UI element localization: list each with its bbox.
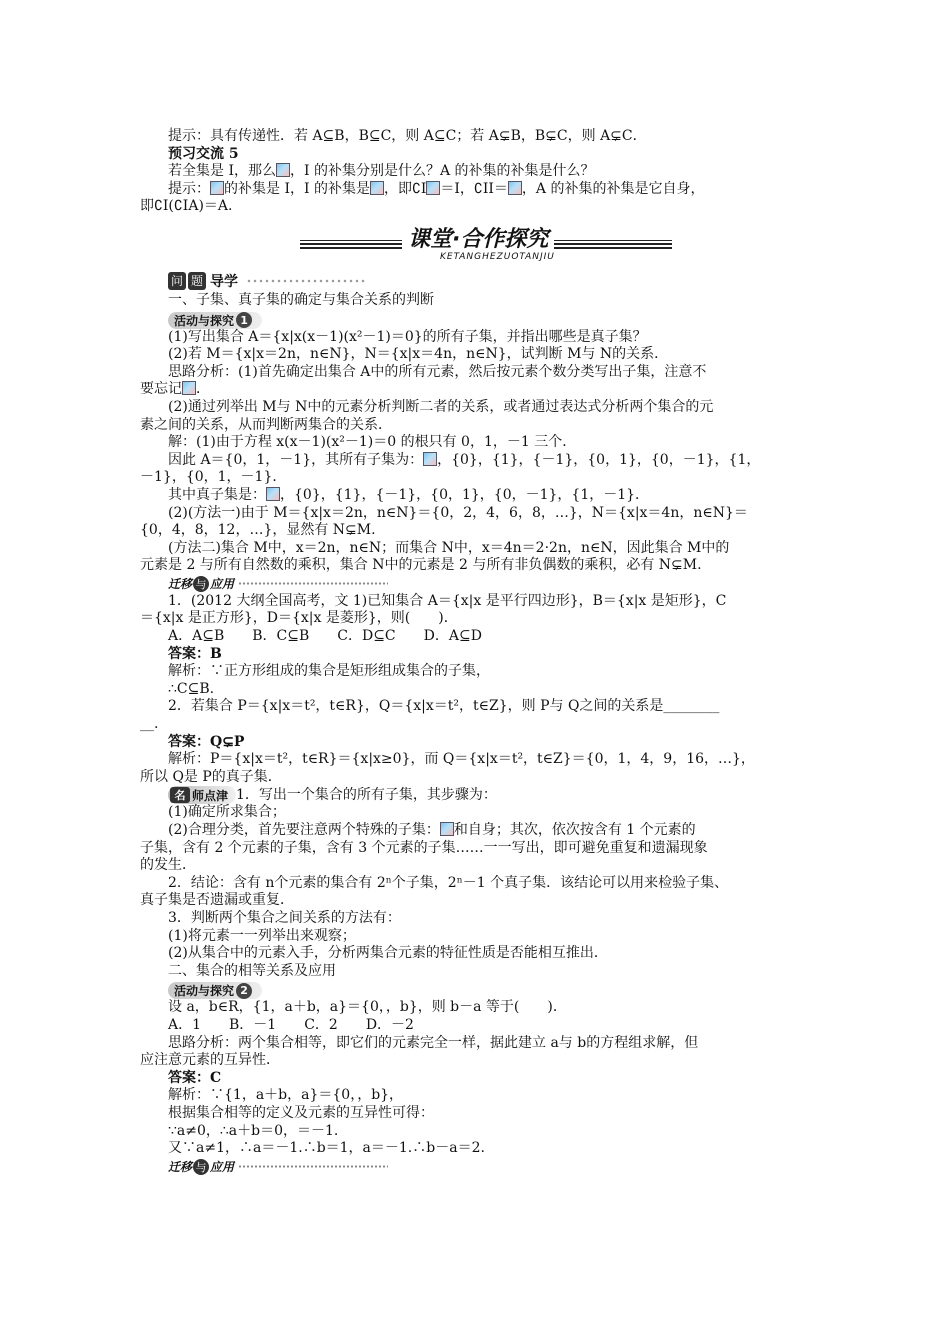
body-line: (2)通过列举出 M与 N中的元素分析判断二者的关系，或者通过表达式分析两个集合的元 bbox=[168, 398, 714, 415]
body-line: －1}，{0，1，－1}． bbox=[140, 469, 287, 486]
section-1-title: 一、子集、真子集的确定与集合关系的判断 bbox=[168, 291, 434, 308]
transfer-apply-tag-1 bbox=[168, 575, 820, 593]
transfer-label-c: 应用 bbox=[210, 1160, 235, 1175]
empty-set-image-icon bbox=[276, 163, 290, 177]
body-line: 其中真子集是： ，{0}，{1}，{－1}，{0，1}，{0，－1}，{1，－1}． bbox=[168, 486, 650, 503]
body-line: 根据集合相等的定义及元素的互异性可得： bbox=[168, 1104, 434, 1121]
answer-line: 答案：C bbox=[168, 1069, 222, 1086]
body-line: ＝{x|x 是正方形}，D＝{x|x 是菱形}，则( )． bbox=[140, 610, 458, 627]
preview-answer-line1: 提示： 的补集是 I，I 的补集是 ，即∁I ＝I，∁II＝ ，A 的补集的补集是它自身， bbox=[168, 180, 705, 197]
empty-set-image-icon bbox=[508, 181, 522, 195]
section-banner bbox=[140, 222, 820, 266]
empty-set-image-icon bbox=[182, 381, 196, 395]
body-line: (2)从集合中的元素入手，分析两集合元素的特征性质是否能相互推出． bbox=[168, 945, 608, 962]
empty-set-image-icon bbox=[210, 181, 224, 195]
mentor-first-line: 1．写出一个集合的所有子集，其步骤为： bbox=[236, 786, 497, 803]
activity-number: 1 bbox=[236, 312, 252, 328]
body-line: 真子集是否遗漏或重复． bbox=[140, 892, 294, 909]
body-line: {0，4，8，12，…}，显然有 N⊊M. bbox=[140, 522, 376, 539]
document-page bbox=[140, 128, 820, 1176]
body-line: (2)若 M＝{x|x＝2n，n∈N}，N＝{x|x＝4n，n∈N}，试判断 M与 N的关系． bbox=[168, 346, 669, 363]
body-line: 2．若集合 P＝{x|x＝t²，t∈R}，Q＝{x|x＝t²，t∈Z}，则 P与 Q之间的关系是________ bbox=[168, 698, 720, 715]
body-line: 解析：P＝{x|x＝t²，t∈R}＝{x|x≥0}，而 Q＝{x|x＝t²，t∈Z}＝{0，1，4，9，16，…}， bbox=[168, 751, 755, 768]
question-guide-mark-1: 问 bbox=[168, 272, 186, 290]
activity-badge-2 bbox=[168, 982, 262, 999]
question-guide-mark-2: 题 bbox=[188, 272, 206, 290]
dotted-rule bbox=[238, 582, 388, 585]
empty-set-image-icon bbox=[266, 487, 280, 501]
body-line: 思路分析：两个集合相等，即它们的元素完全一样，据此建立 a与 b的方程组求解，但 bbox=[168, 1034, 699, 1051]
body-line: ∵a≠0，∴a＋b＝0，＝－1. bbox=[168, 1122, 339, 1139]
body-line: 设 a，b∈R，{1，a＋b，a}＝{0，，b}，则 b－a 等于( )． bbox=[168, 999, 567, 1016]
body-line: A．A⊆B B．C⊆B C．D⊆C D．A⊆D bbox=[168, 628, 482, 645]
body-line: 元素是 2 与所有自然数的乘积，集合 N中的元素是 2 与所有非负偶数的乘积，必有 N⊊M. bbox=[140, 557, 702, 574]
body-line: 的发生． bbox=[140, 857, 196, 874]
transfer-label-b: 与 bbox=[193, 1159, 209, 1175]
answer-line: 答案：Q⊊P bbox=[168, 733, 245, 750]
activity-label: 活动与探究 bbox=[174, 313, 235, 328]
body-line: 因此 A＝{0，1，－1}，其所有子集为： ，{0}，{1}，{－1}，{0，1}，{0，－1}，{1， bbox=[168, 451, 761, 468]
activity-badge-1 bbox=[168, 312, 262, 329]
body-line: 2．结论：含有 n个元素的集合有 2ⁿ个子集，2ⁿ－1 个真子集．该结论可以用来检验子集、 bbox=[168, 874, 729, 891]
body-line: 解析：∵正方形组成的集合是矩形组成集合的子集， bbox=[168, 663, 490, 680]
banner-subtitle: KETANGHEZUOTANJIU bbox=[440, 251, 555, 262]
body-line: 应注意元素的互异性． bbox=[140, 1052, 280, 1069]
preview-question: 若全集是 I，那么 ，I 的补集分别是什么？A 的补集的补集是什么？ bbox=[168, 163, 595, 180]
transfer-apply-tag-2 bbox=[168, 1158, 820, 1176]
body-line: 解析：∵{1，a＋b，a}＝{0，，b}， bbox=[168, 1087, 404, 1104]
preview-answer-line2: 即∁I(∁IA)＝A. bbox=[140, 198, 233, 215]
mentor-tag-label: 师点津 bbox=[192, 788, 229, 803]
transfer-label-c: 应用 bbox=[210, 577, 235, 592]
dotted-rule bbox=[246, 279, 366, 283]
activity-number: 2 bbox=[236, 983, 252, 999]
body-line: (方法二)集合 M中，x＝2n，n∈N；而集合 N中，x＝4n＝2·2n，n∈N，因此集合 M中的 bbox=[168, 539, 730, 556]
hint-transitivity: 提示：具有传递性．若 A⊆B，B⊆C，则 A⊆C；若 A⊊B，B⊊C，则 A⊊C． bbox=[168, 128, 647, 144]
body-line: 解：(1)由于方程 x(x－1)(x²－1)＝0 的根只有 0，1，－1 三个． bbox=[168, 434, 577, 451]
question-guide-label: 导学 bbox=[210, 273, 238, 290]
empty-set-image-icon bbox=[426, 181, 440, 195]
body-line: 3．判断两个集合之间关系的方法有： bbox=[168, 909, 401, 926]
transfer-label-b: 与 bbox=[193, 576, 209, 592]
transfer-label-a: 迁移 bbox=[168, 577, 193, 592]
dotted-rule bbox=[238, 1165, 388, 1168]
empty-set-image-icon bbox=[370, 181, 384, 195]
empty-set-image-icon bbox=[423, 452, 437, 466]
body-line: 又∵a≠1，∴a＝－1.∴b＝1，a＝－1.∴b－a＝2. bbox=[168, 1140, 485, 1157]
body-line: (1)将元素一一列举出来观察； bbox=[168, 927, 356, 944]
transfer-label-a: 迁移 bbox=[168, 1160, 193, 1175]
mentor-row bbox=[140, 786, 820, 804]
body-line: ∴C⊆B. bbox=[168, 680, 215, 697]
body-line: 子集，含有 2 个元素的子集，含有 3 个元素的子集……一一写出，即可避免重复和遗漏现象 bbox=[140, 839, 708, 856]
body-line: 要忘记 ． bbox=[140, 381, 210, 398]
body-line: __. bbox=[140, 716, 159, 733]
banner-title: 课堂·合作探究 bbox=[402, 222, 554, 253]
body-line: (1)确定所求集合； bbox=[168, 804, 286, 821]
mentor-tag-mark: 名 bbox=[170, 787, 190, 803]
question-guide-header bbox=[168, 270, 820, 292]
body-line: (2)合理分类，首先要注意两个特殊的子集： 和自身；其次，依次按含有 1 个元素的 bbox=[168, 822, 696, 838]
body-line: (2)(方法一)由于 M＝{x|x＝2n，n∈N}＝{0，2，4，6，8，…}，N＝{x|x＝4n，n∈N}＝ bbox=[168, 504, 748, 521]
section-2-title: 二、集合的相等关系及应用 bbox=[168, 962, 336, 979]
answer-line: 答案：B bbox=[168, 645, 222, 662]
preview-title: 预习交流 5 bbox=[168, 145, 239, 162]
body-line: 所以 Q是 P的真子集． bbox=[140, 768, 282, 785]
body-line: 素之间的关系，从而判断两集合的关系． bbox=[140, 416, 392, 433]
mentor-tag bbox=[168, 786, 236, 804]
activity-label: 活动与探究 bbox=[174, 984, 235, 999]
body-line: A．1 B．－1 C．2 D．－2 bbox=[168, 1016, 414, 1033]
empty-set-image-icon bbox=[440, 822, 454, 836]
body-line: (1)写出集合 A＝{x|x(x－1)(x²－1)＝0}的所有子集，并指出哪些是真子集？ bbox=[168, 328, 647, 345]
body-line: 1．(2012 大纲全国高考，文 1)已知集合 A＝{x|x 是平行四边形}，B＝{x|x 是矩形}，C bbox=[168, 592, 727, 609]
body-line: 思路分析：(1)首先确定出集合 A中的所有元素，然后按元素个数分类写出子集，注意不 bbox=[168, 363, 707, 380]
